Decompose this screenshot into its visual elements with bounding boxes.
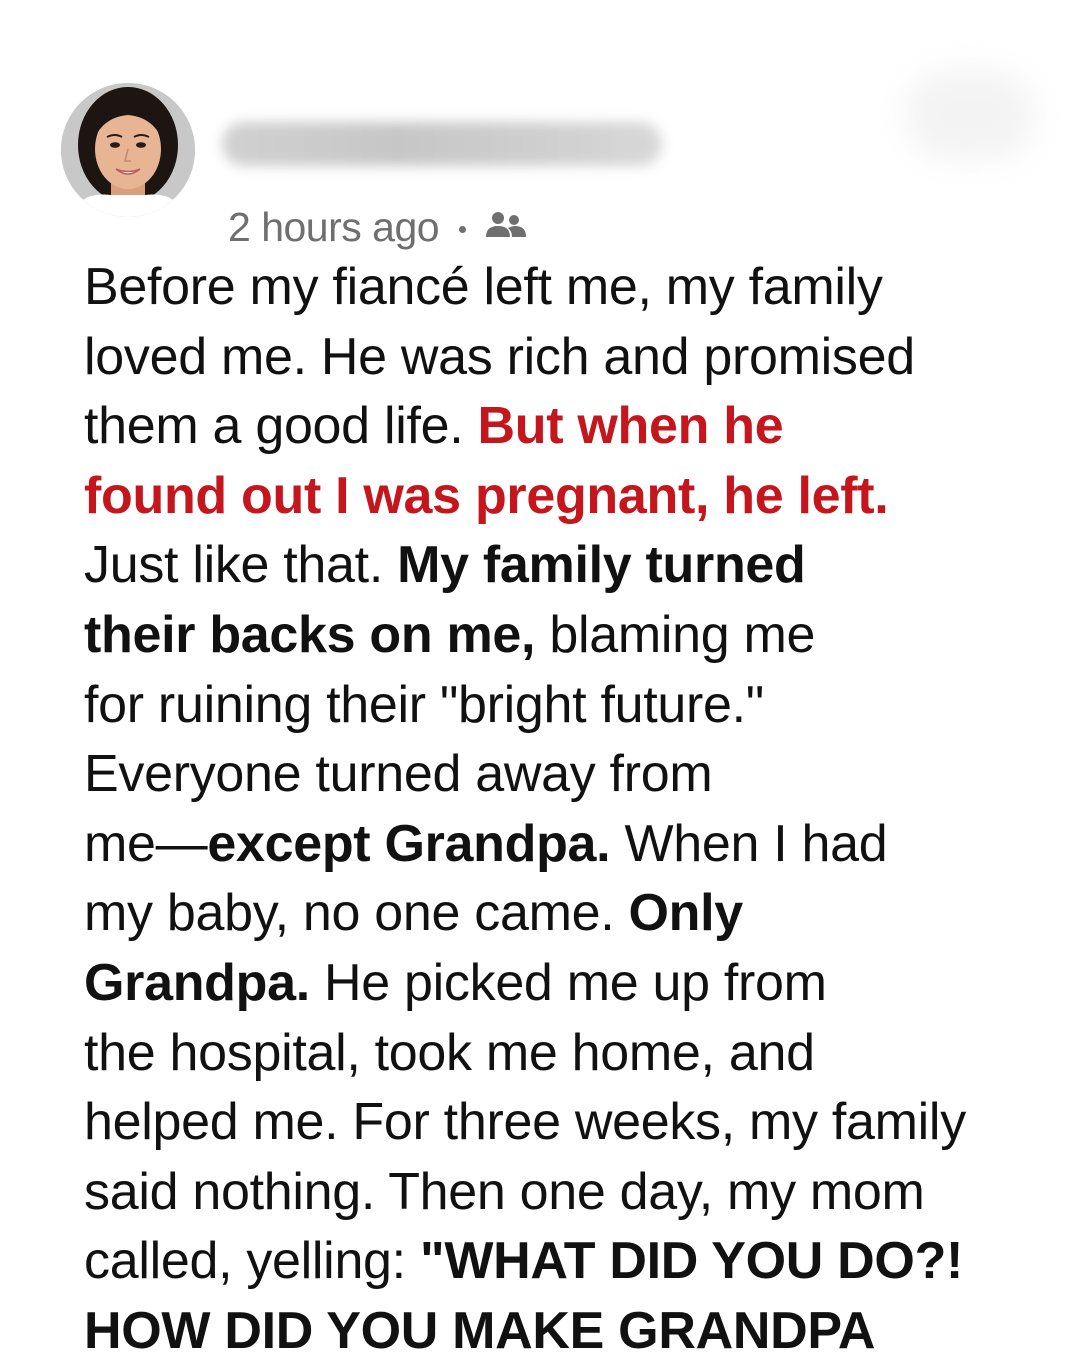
post-text-line (84, 253, 1054, 323)
body-text: the hospital, took me home, and (84, 1023, 815, 1082)
body-text: me— (84, 814, 208, 873)
body-text: my baby, no one came. (84, 884, 629, 943)
body-text: loved me. He was rich and promised (84, 327, 915, 386)
post-text-line (84, 601, 1054, 671)
post-text-line (84, 671, 1054, 741)
body-text: for ruining their "bright future." (84, 675, 764, 734)
post-text-line (84, 323, 1054, 393)
options-area-redacted (905, 70, 1035, 160)
body-text: them a good life. (84, 397, 478, 456)
bold-text: My family turned (397, 536, 806, 595)
bold-text: their backs on me, (84, 605, 536, 664)
post-text-line (84, 879, 1054, 949)
post-timestamp[interactable]: 2 hours ago (228, 203, 440, 250)
post-meta (228, 203, 528, 251)
post-text-line (84, 810, 1054, 880)
body-text: When I had (610, 814, 888, 873)
bold-text: Grandpa. (84, 953, 310, 1012)
post-text-line (84, 1088, 1054, 1158)
friends-icon[interactable] (484, 206, 528, 253)
body-text: called, yelling: (84, 1232, 420, 1291)
post-text-line (84, 1158, 1054, 1228)
highlighted-text: found out I was pregnant, he left. (84, 466, 889, 525)
bold-text: except Grandpa. (207, 814, 611, 873)
post-text-line (84, 949, 1054, 1019)
body-text: Everyone turned away from (84, 745, 713, 804)
username-redacted[interactable] (222, 122, 662, 166)
body-text: Before my fiancé left me, my family (84, 258, 883, 316)
post-text-line (84, 392, 1054, 462)
avatar-photo (61, 83, 195, 217)
post-text-line (84, 1297, 1054, 1367)
post-text-line (84, 1019, 1054, 1089)
avatar[interactable] (61, 83, 195, 217)
post-text (84, 253, 1054, 1367)
post-text-line (84, 462, 1054, 532)
bold-text: "WHAT DID YOU DO?! (419, 1232, 964, 1291)
bold-text: HOW DID YOU MAKE GRANDPA (84, 1301, 876, 1360)
meta-separator-dot (459, 226, 466, 233)
post-text-line (84, 1227, 1054, 1297)
post-text-line (84, 740, 1054, 810)
post-text-line (84, 531, 1054, 601)
body-text: blaming me (535, 605, 816, 664)
body-text: helped me. For three weeks, my family (84, 1093, 966, 1152)
body-text: Just like that. (84, 536, 398, 595)
body-text: said nothing. Then one day, my mom (84, 1162, 925, 1221)
body-text: He picked me up from (309, 953, 827, 1012)
highlighted-text: But when he (477, 397, 784, 456)
bold-text: Only (628, 884, 743, 943)
